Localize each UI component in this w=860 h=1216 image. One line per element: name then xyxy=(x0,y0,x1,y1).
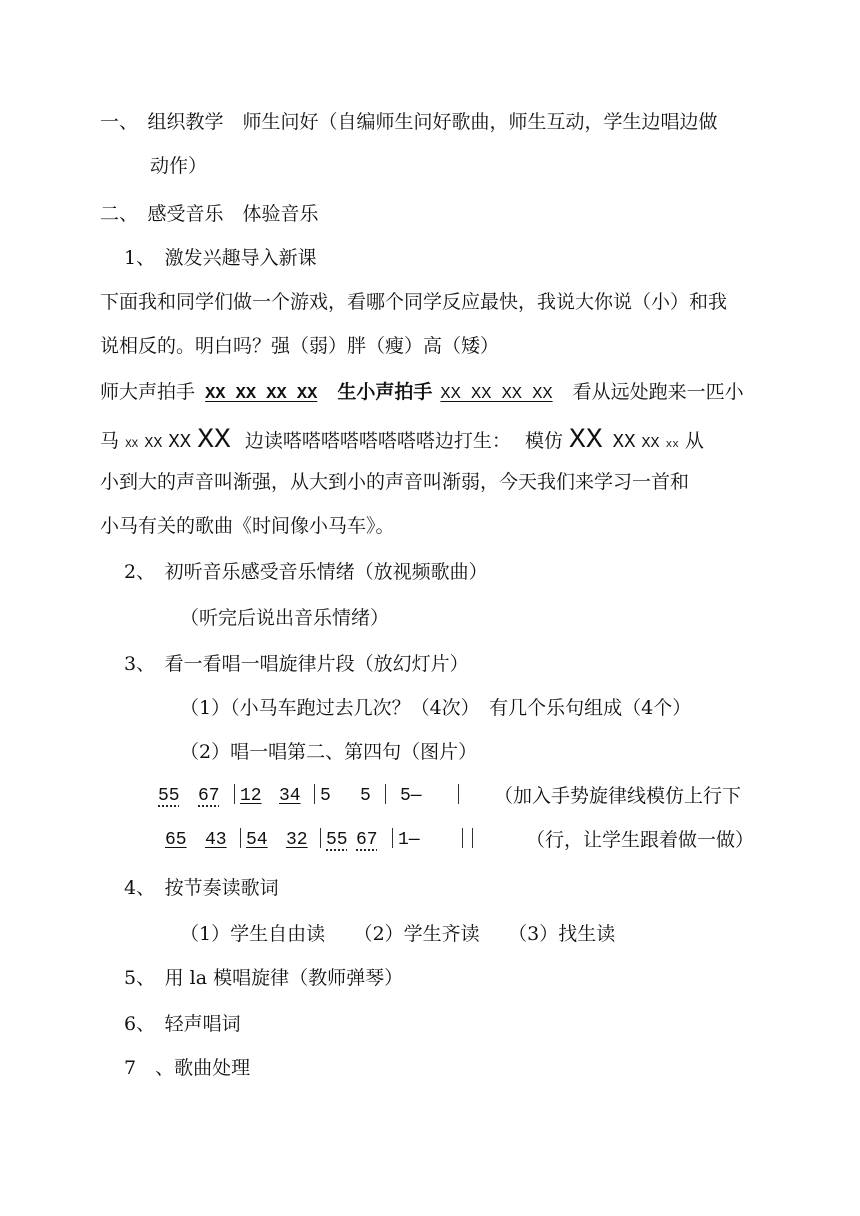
item-4: 4、 按节奏读歌词 xyxy=(124,877,279,899)
score2-note-4: 32 xyxy=(286,830,308,850)
item-2-sub: （听完后说出音乐情绪） xyxy=(180,607,390,629)
item-6: 6、 轻声唱词 xyxy=(124,1013,241,1035)
paragraph-2-line-2: 小马有关的歌曲《时间像小马车》。 xyxy=(100,515,395,537)
student-rhythm: XX XX XX XX xyxy=(440,385,553,404)
score2-note-6: 67 xyxy=(356,830,378,850)
score1-note-4: 34 xyxy=(279,786,301,806)
item-4-sub: （1）学生自由读 （2）学生齐读 （3）找生读 xyxy=(180,923,616,945)
rhythm-line-tail: 看从远处跑来一匹小 xyxy=(572,381,744,403)
barline xyxy=(392,828,393,848)
item-3: 3、 看一看唱一唱旋律片段（放幻灯片） xyxy=(124,653,469,675)
score1-note-6: 5 xyxy=(360,786,371,806)
score2-note-5: 55 xyxy=(326,830,348,850)
teacher-rhythm: XX XX XX XX xyxy=(205,385,318,404)
item-2: 2、 初听音乐感受音乐情绪（放视频歌曲） xyxy=(124,561,488,583)
paragraph-1-line-1: 下面我和同学们做一个游戏，看哪个同学反应最快，我说大你说（小）和我 xyxy=(100,291,728,313)
score2-note-2: 43 xyxy=(205,830,227,850)
score2-note-1: 65 xyxy=(165,830,187,850)
score2-note-7: 1— xyxy=(398,830,420,850)
teacher-clap-text: 师大声拍手 xyxy=(100,381,196,403)
score2-note: （行，让学生跟着做一做） xyxy=(526,829,755,851)
rhythm-md: XX xyxy=(168,431,192,453)
section-2-heading: 二、 感受音乐 体验音乐 xyxy=(100,203,319,225)
barline xyxy=(462,828,463,848)
student-clap-text: 生小声拍手 xyxy=(337,381,433,403)
barline xyxy=(320,828,321,848)
crescendo-line xyxy=(100,425,704,461)
item-7: 7 、歌曲处理 xyxy=(124,1057,251,1079)
section-1-line-2: 动作） xyxy=(150,155,208,177)
rhythm-xs: XX xyxy=(125,439,139,451)
barline xyxy=(240,828,241,848)
rhythm-sm: XX xyxy=(144,435,163,452)
rhythm-line xyxy=(100,380,744,407)
score1-note-7: 5— xyxy=(400,786,422,806)
horse-text: 马 xyxy=(100,430,120,452)
section-1-line-1: 一、 组织教学 师生问好（自编师生问好歌曲，师生互动，学生边唱边做 xyxy=(100,111,718,133)
barline xyxy=(314,784,315,804)
paragraph-2-line-1: 小到大的声音叫渐强，从大到小的声音叫渐弱，今天我们来学习一首和 xyxy=(100,471,690,493)
rhythm-lg-2: XX xyxy=(569,425,603,456)
barline xyxy=(458,784,459,804)
imitate-text: 模仿 xyxy=(524,430,563,452)
rhythm-xs-2: xx xyxy=(665,439,679,451)
rhythm-lg: XX xyxy=(197,425,231,456)
item-3-question-1: （1）（小马车跑过去几次？（4次） 有几个乐句组成（4个） xyxy=(180,697,692,719)
score1-note-2: 67 xyxy=(198,786,220,806)
read-clap-text: 边读嗒嗒嗒嗒嗒嗒嗒嗒边打生： xyxy=(244,430,511,452)
line-tail-text: 从 xyxy=(684,430,704,452)
barline xyxy=(472,828,473,848)
score1-note: （加入手势旋律线模仿上行下 xyxy=(494,785,742,807)
rhythm-sm-2: XX xyxy=(641,435,660,452)
score1-note-1: 55 xyxy=(158,786,180,806)
rhythm-md-2: XX xyxy=(612,431,636,453)
item-3-question-2: （2）唱一唱第二、第四句（图片） xyxy=(180,741,478,763)
score1-note-5: 5 xyxy=(320,786,331,806)
paragraph-1-line-2: 说相反的。明白吗？强（弱）胖（瘦）高（矮） xyxy=(100,335,500,357)
barline xyxy=(385,784,386,804)
item-1: 1、 激发兴趣导入新课 xyxy=(124,247,317,269)
item-5: 5、 用 la 模唱旋律（教师弹琴） xyxy=(124,967,404,989)
score2-note-3: 54 xyxy=(246,830,268,850)
barline xyxy=(234,784,235,804)
score1-note-3: 12 xyxy=(240,786,262,806)
